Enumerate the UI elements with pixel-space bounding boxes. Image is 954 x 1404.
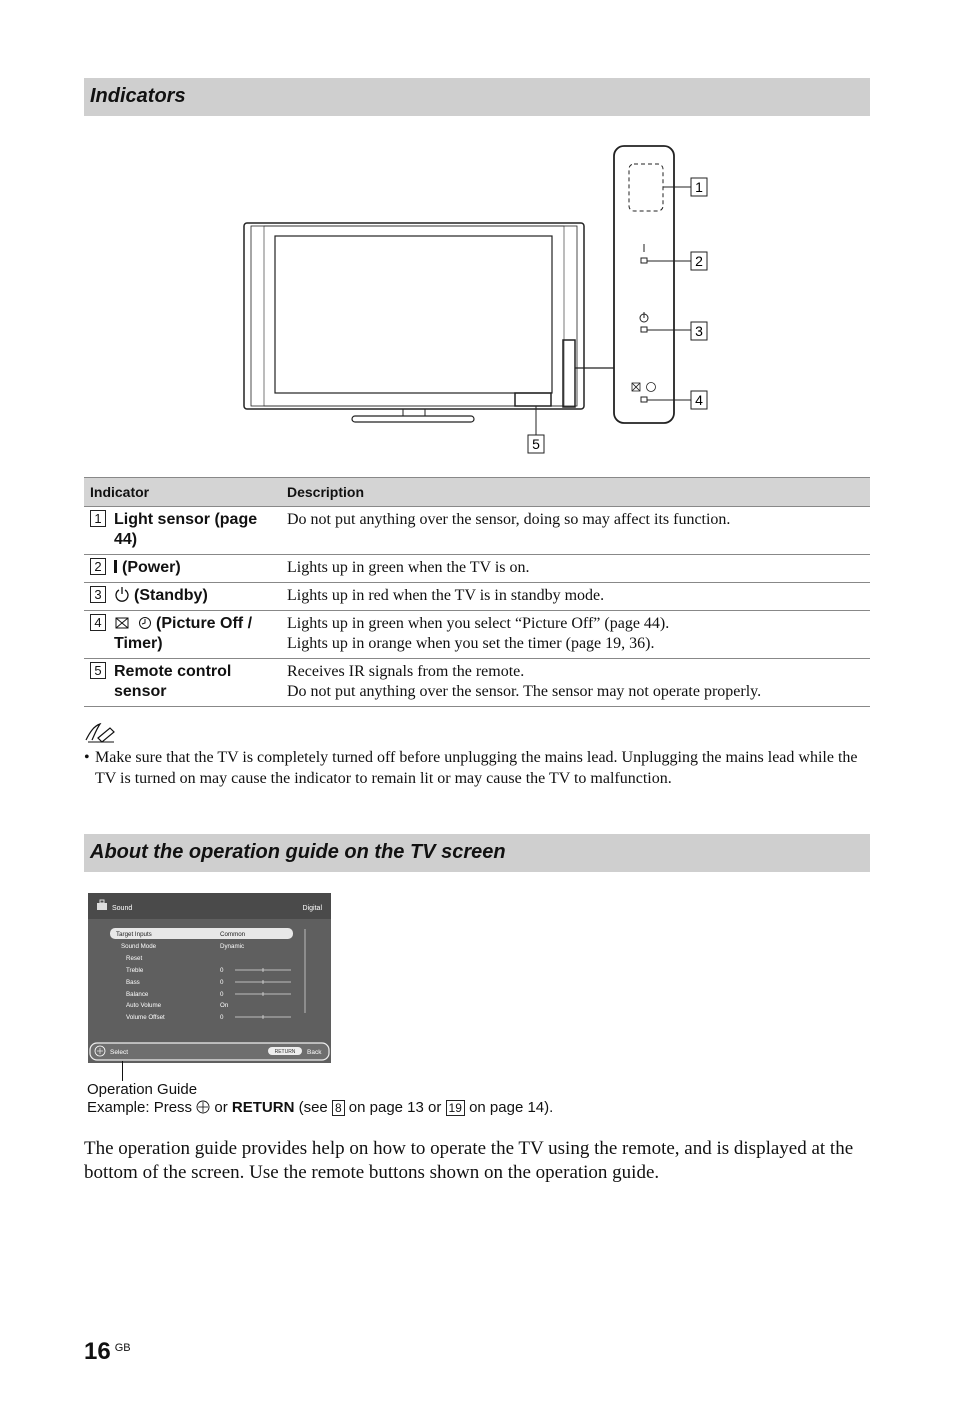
table-row [84,659,870,707]
osd-item-value: 0 [220,979,224,986]
indicator-label: (Picture Off / Timer) [114,615,253,652]
osd-item-value: 0 [220,1014,224,1021]
svg-text:2: 2 [695,253,703,269]
row-number: 1 [90,510,106,527]
callout-2 [691,252,707,270]
osd-back-label: Back [307,1049,322,1056]
callout-3 [691,322,707,340]
osd-item-value: Dynamic [220,943,245,950]
caption-return: RETURN [231,1099,295,1116]
column-header-description: Description [281,478,870,507]
picture-off-icon [114,616,132,630]
indicator-label: Light sensor (page 44) [114,511,258,548]
timer-icon [138,616,152,630]
svg-text:3: 3 [695,323,703,339]
note-text: Make sure that the TV is completely turned off before unplugging the mains lead. Unplugging the mains lead while the TV is turned on may cause the indicator to remain lit or may cause the TV to malfunction. [95,749,858,787]
description: Lights up in red when the TV is in standby mode. [287,587,605,604]
page-number [84,1338,131,1366]
table-row [84,583,870,611]
page-number-value: 16 [84,1338,111,1365]
caption-title: Operation Guide [87,1081,198,1098]
osd-item-label: Target Inputs [116,931,152,938]
osd-title: Sound [112,905,133,912]
tv-indicator-diagram [0,0,954,470]
osd-item-value: 0 [220,967,224,974]
table-header-row [84,478,870,507]
caption-text: or [214,1099,228,1116]
osd-screenshot [88,893,331,1063]
caption-text: Example: Press [87,1099,193,1116]
note [84,747,874,789]
description: Lights up in green when you select “Picture Off” (page 44). [287,615,670,632]
osd-return-label: RETURN [274,1049,296,1055]
svg-text:4: 4 [695,392,703,408]
body-paragraph: The operation guide provides help on how to operate the TV using the remote, and is displayed at the bottom of the screen. Use the remote buttons shown on the operation guide. [84,1138,854,1183]
indicator-label: (Power) [122,559,181,576]
osd-item-label: Reset [126,955,143,962]
page-suffix: GB [114,1342,131,1354]
description: Do not put anything over the sensor. The sensor may not operate properly. [287,683,762,700]
svg-text:5: 5 [532,436,540,452]
caption-text: on page 14). [469,1099,554,1116]
osd-item-label: Bass [126,979,140,986]
tv-illustration [244,223,614,422]
table-row [84,507,870,555]
callout-4 [691,391,707,409]
svg-text:1: 1 [695,179,703,195]
osd-item-label: Balance [126,991,149,998]
caption-leader-line [122,1061,123,1081]
row-number: 4 [90,614,106,631]
caption-ref-box: 19 [446,1100,465,1116]
osd-item-value: 0 [220,991,224,998]
osd-item-value: Common [220,931,246,938]
osd-item-value: On [220,1002,229,1009]
caption-text: on page 13 or [348,1099,442,1116]
table-row [84,611,870,659]
caption-ref-box: 8 [332,1100,345,1116]
select-button-icon [196,1100,210,1114]
note-bullet: • [84,749,90,766]
callout-1 [691,178,707,196]
note-pencil-icon [84,720,118,744]
osd-mode: Digital [302,905,322,912]
row-number: 5 [90,662,106,679]
indicator-label: (Standby) [134,587,208,604]
osd-item-label: Auto Volume [126,1002,162,1009]
row-number: 3 [90,586,106,603]
operation-guide-caption [87,1081,553,1117]
section-title: About the operation guide on the TV screen [90,841,506,863]
indicator-panel [536,146,691,435]
description: Receives IR signals from the remote. [287,663,525,680]
indicator-table [84,477,870,707]
section-title: Indicators [90,85,186,107]
table-row [84,555,870,583]
description: Lights up in green when the TV is on. [287,559,530,576]
standby-icon [114,586,130,602]
description: Do not put anything over the sensor, doing so may affect its function. [287,511,731,528]
row-number: 2 [90,558,106,575]
section-header-operation-guide [84,834,870,872]
osd-select-label: Select [110,1049,129,1056]
caption-text: (see [298,1099,328,1116]
osd-item-label: Sound Mode [121,943,157,950]
description: Lights up in orange when you set the timer (page 19, 36). [287,635,655,652]
power-icon [114,560,117,573]
column-header-indicator: Indicator [84,478,281,507]
osd-item-label: Volume Offset [126,1014,165,1021]
indicator-label: Remote control sensor [114,663,232,700]
callout-5 [528,435,544,453]
osd-item-label: Treble [126,967,144,974]
